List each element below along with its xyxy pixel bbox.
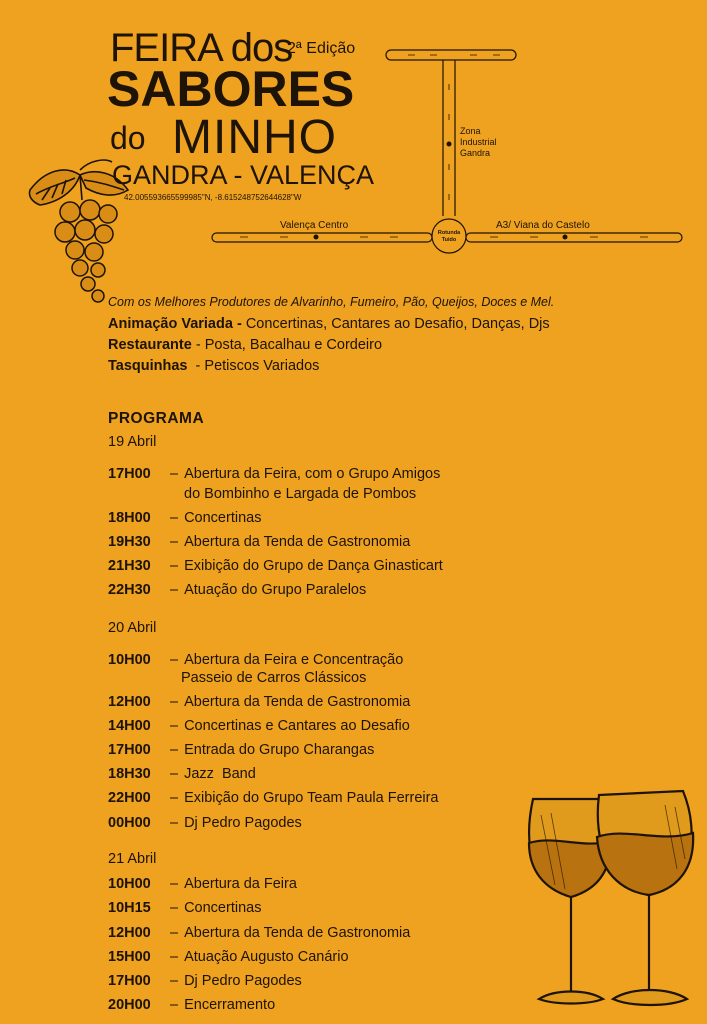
- event-row: 17H00 – Entrada do Grupo Charangas: [108, 742, 375, 758]
- edition-label: 2ª Edição: [287, 40, 356, 57]
- event-continuation: Passeio de Carros Clássicos: [181, 670, 367, 686]
- title-do: do: [110, 120, 146, 156]
- rotunda-label-2: Tuido: [441, 237, 457, 243]
- map-valenca-label: Valença Centro: [280, 220, 349, 231]
- info-line-tasquinhas: Tasquinhas - Petiscos Variados: [108, 358, 320, 374]
- event-row: 15H00 – Atuação Augusto Canário: [108, 949, 349, 965]
- info-line-animacao: Animação Variada - Concertinas, Cantares ao Desafio, Danças, Djs: [108, 316, 550, 332]
- event-continuation: do Bombinho e Largada de Pombos: [184, 486, 417, 502]
- event-row: 17H00 – Dj Pedro Pagodes: [108, 973, 302, 989]
- day-date: 19 Abril: [108, 434, 157, 450]
- event-row: 10H00 – Abertura da Feira: [108, 876, 297, 892]
- event-row: 10H00 – Abertura da Feira e Concentração: [108, 652, 404, 668]
- info-line-restaurante: Restaurante - Posta, Bacalhau e Cordeiro: [108, 337, 383, 353]
- programa-title: PROGRAMA: [108, 410, 205, 427]
- event-row: 22H00 – Exibição do Grupo Team Paula Ferreira: [108, 790, 439, 806]
- event-row: 21H30 – Exibição do Grupo de Dança Ginasticart: [108, 558, 443, 574]
- event-row: 17H00 – Abertura da Feira, com o Grupo Amigos: [108, 466, 441, 482]
- event-row: 12H00 – Abertura da Tenda de Gastronomia: [108, 694, 411, 710]
- location-title: GANDRA - VALENÇA: [112, 160, 375, 190]
- info-intro: Com os Melhores Produtores de Alvarinho, Fumeiro, Pão, Queijos, Doces e Mel.: [108, 295, 555, 309]
- map-a3-label: A3/ Viana do Castelo: [496, 220, 590, 231]
- road-map-icon: [210, 44, 690, 264]
- event-row: 14H00 – Concertinas e Cantares ao Desafio: [108, 718, 410, 734]
- event-row: 18H00 – Concertinas: [108, 510, 262, 526]
- event-row: 10H15 – Concertinas: [108, 900, 262, 916]
- rotunda-label-1: Rotunda: [437, 230, 461, 236]
- title-sabores: SABORES: [107, 61, 355, 117]
- event-row: 12H00 – Abertura da Tenda de Gastronomia: [108, 925, 411, 941]
- event-row: 22H30 – Atuação do Grupo Paralelos: [108, 582, 367, 598]
- wine-glasses-icon: [515, 785, 705, 1020]
- event-row: 19H30 – Abertura da Tenda de Gastronomia: [108, 534, 411, 550]
- day-date: 20 Abril: [108, 620, 157, 636]
- event-row: 20H00 – Encerramento: [108, 997, 276, 1013]
- day-date: 21 Abril: [108, 851, 157, 867]
- map-zona-label: Zona Industrial Gandra: [460, 126, 497, 158]
- event-row: 00H00 – Dj Pedro Pagodes: [108, 815, 302, 831]
- title-minho: MINHO: [172, 111, 337, 164]
- event-row: 18H30 – Jazz Band: [108, 766, 256, 782]
- gps-coordinates: 42.005593665599985"N, -8.615248752644628"W: [124, 193, 302, 202]
- title-feira-dos: FEIRA dos: [110, 26, 293, 70]
